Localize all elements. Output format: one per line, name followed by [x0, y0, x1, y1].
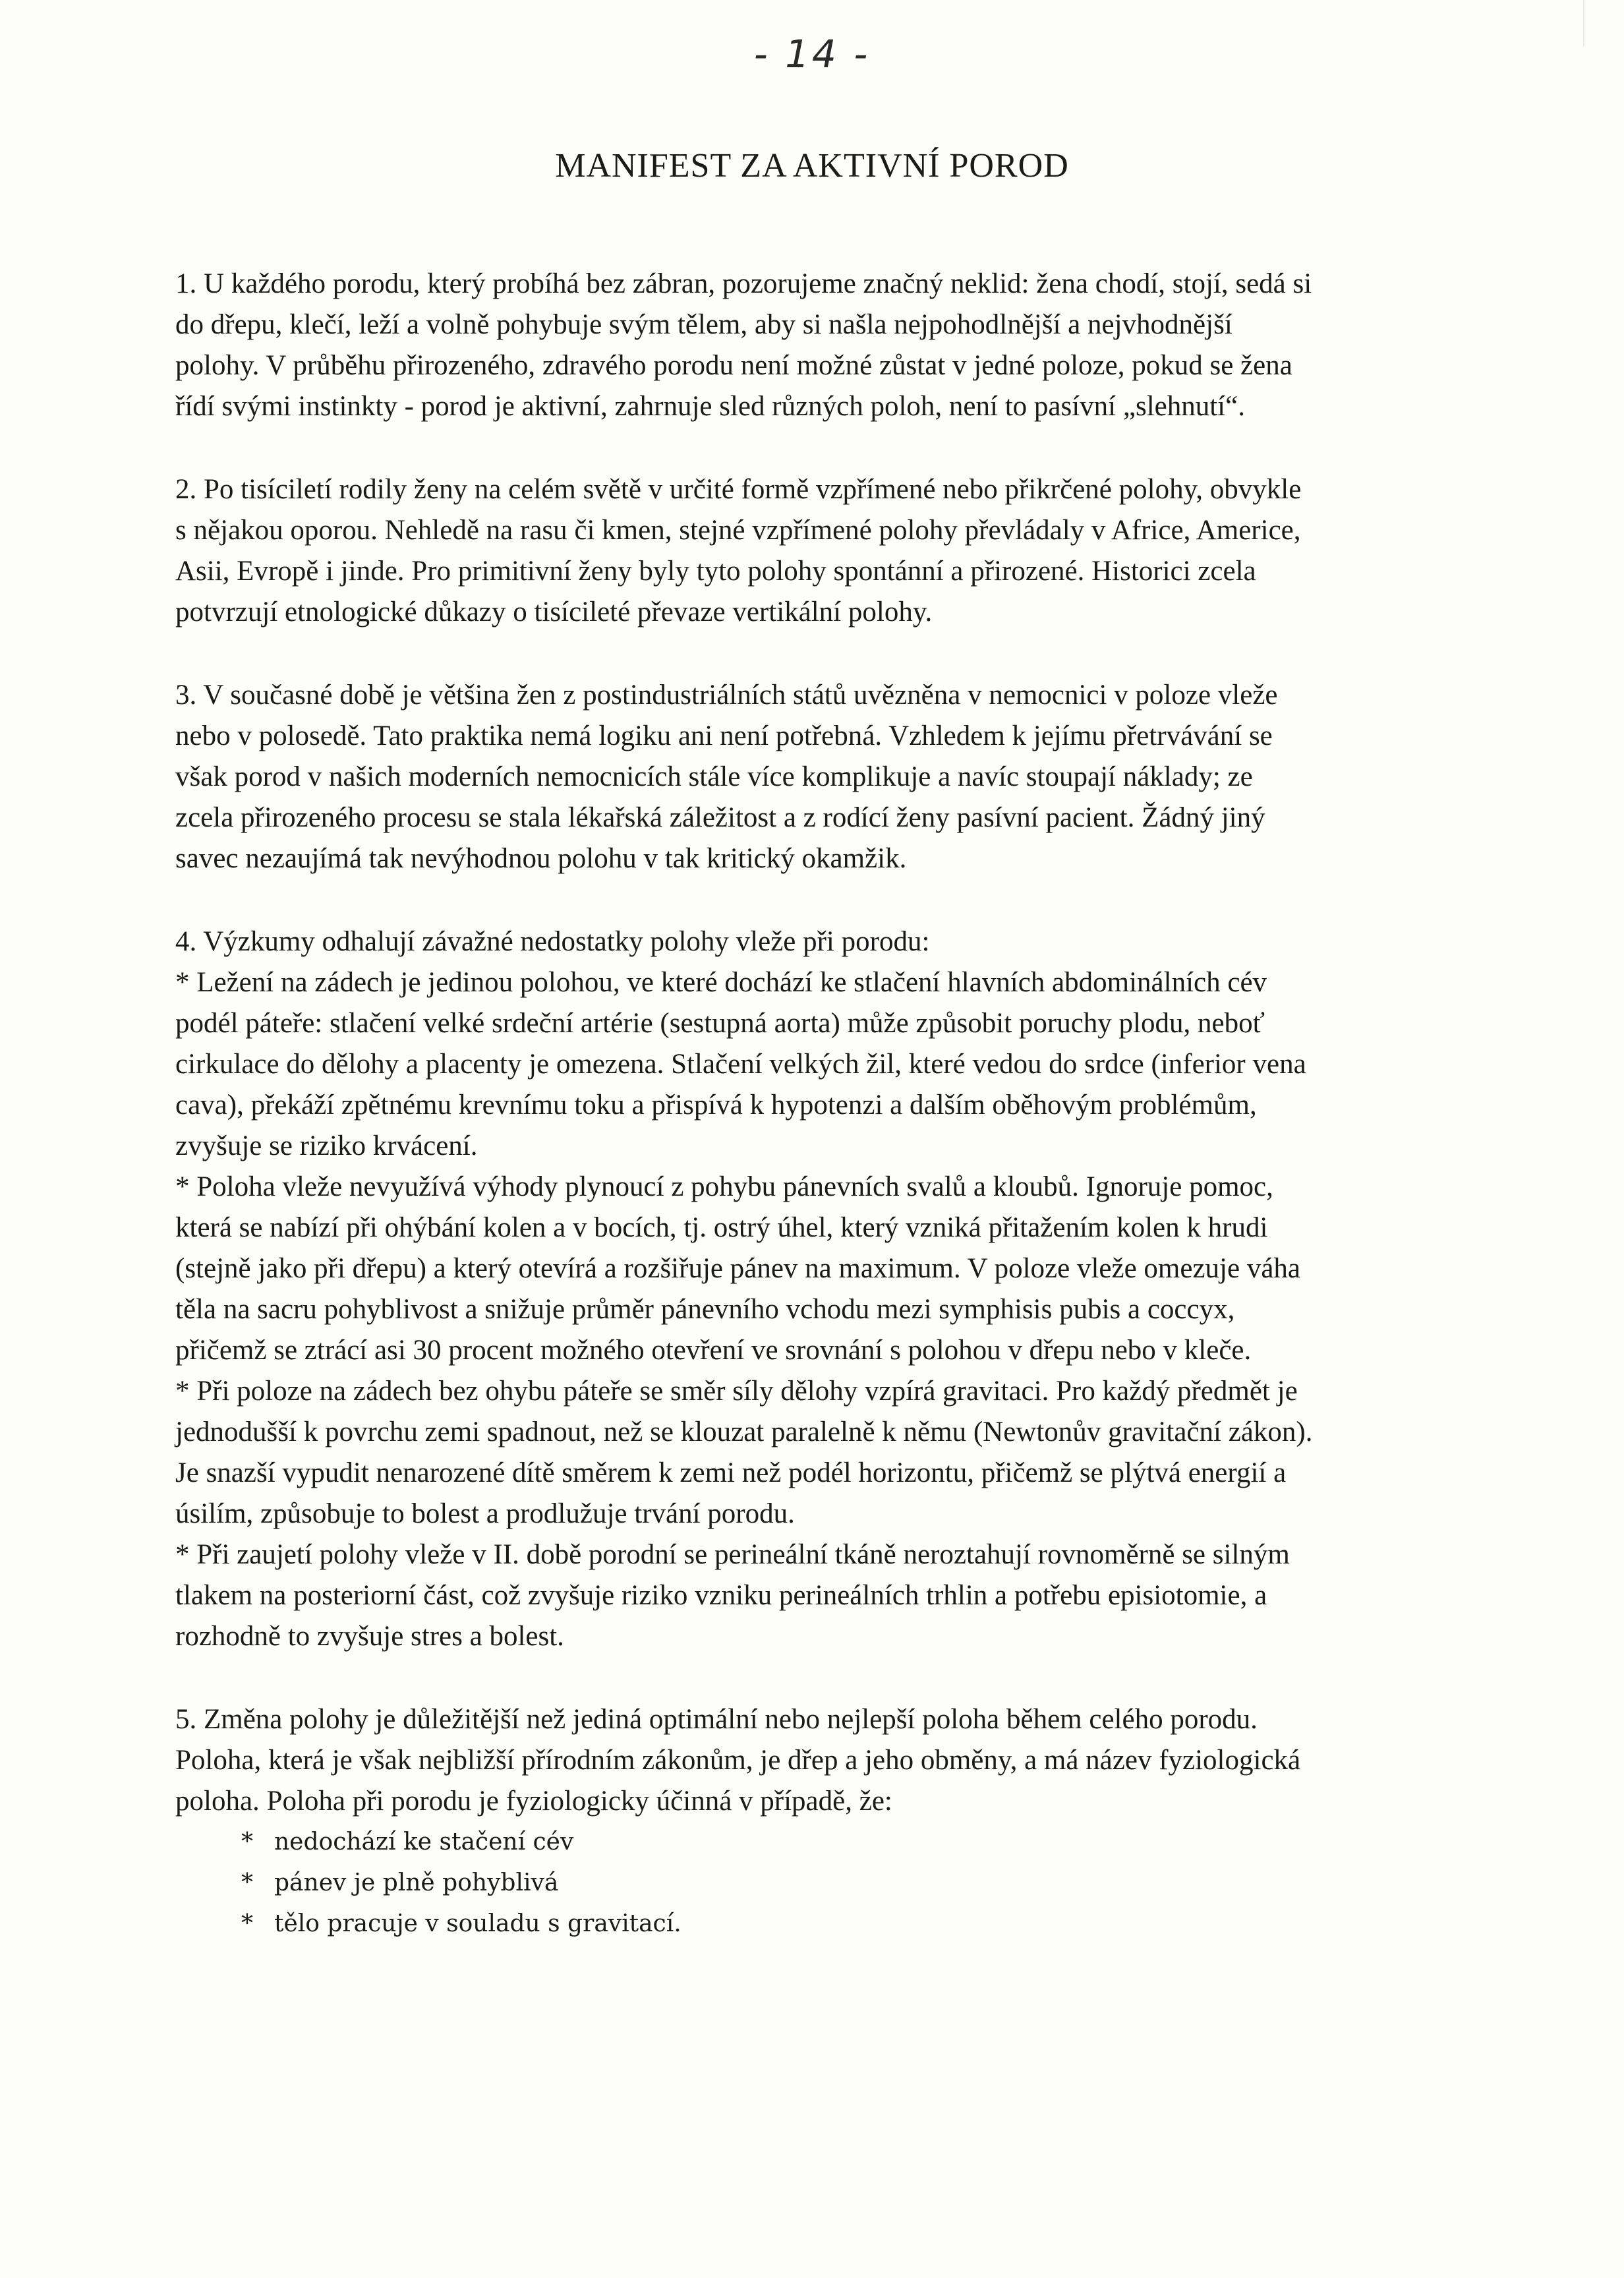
list-item	[241, 1904, 1467, 1944]
page-number: - 14 -	[753, 32, 871, 76]
text-line: * Při zaujetí polohy vleže v II. době porodní se perineální tkáně neroztahují rovnoměrně se silným	[175, 1539, 1290, 1570]
bullet-mark: *	[241, 1910, 253, 1937]
text-line: poloha. Poloha při porodu je fyziologicky účinná v případě, že:	[175, 1786, 892, 1817]
text-line: jednodušší k povrchu zemi spadnout, než se klouzat paralelně k němu (Newtonův gravitační zákon).	[175, 1416, 1313, 1447]
text-line: tlakem na posteriorní část, což zvyšuje riziko vzniku perineálních trhlin a potřebu episiotomie, a	[175, 1580, 1267, 1611]
text-line: zcela přirozeného procesu se stala lékařská záležitost a z rodící ženy pasívní pacient. Žádný jiný	[175, 802, 1265, 833]
text-line: * Při poloze na zádech bez ohybu páteře se směr síly dělohy vzpírá gravitaci. Pro každý předmět je	[175, 1376, 1298, 1407]
bullet-list	[175, 1822, 1467, 1944]
text-line: do dřepu, klečí, leží a volně pohybuje svým tělem, aby si našla nejpohodlnější a nejvhodnější	[175, 309, 1232, 340]
list-item-text: nedochází ke stačení cév	[274, 1828, 574, 1855]
text-line: přičemž se ztrácí asi 30 procent možného otevření ve srovnání s polohou v dřepu nebo v kleče.	[175, 1335, 1252, 1366]
text-line: těla na sacru pohyblivost a snižuje průměr pánevního vchodu mezi symphisis pubis a coccyx,	[175, 1294, 1235, 1325]
text-line: však porod v našich moderních nemocnicích stále více komplikuje a navíc stoupají náklady; ze	[175, 761, 1253, 792]
list-item	[241, 1822, 1467, 1863]
text-line: (stejně jako při dřepu) a který otevírá a rozšiřuje pánev na maximum. V poloze vleže omezuje váha	[175, 1253, 1301, 1284]
text-line: řídí svými instinkty - porod je aktivní, zahrnuje sled různých poloh, není to pasívní „slehnutí“.	[175, 391, 1245, 422]
text-line: Je snazší vypudit nenarozené dítě směrem k zemi než podél horizontu, přičemž se plýtvá energií a	[175, 1457, 1287, 1488]
document-body	[175, 264, 1467, 1987]
paragraph-1	[175, 264, 1467, 427]
text-line: * Poloha vleže nevyužívá výhody plynoucí z pohybu pánevních svalů a kloubů. Ignoruje pomoc,	[175, 1171, 1273, 1202]
text-line: Poloha, která je však nejbližší přírodním zákonům, je dřep a jeho obměny, a má název fyziologická	[175, 1745, 1301, 1776]
text-line: podél páteře: stlačení velké srdeční artérie (sestupná aorta) může způsobit poruchy plodu, neboť	[175, 1008, 1265, 1039]
text-line: savec nezaujímá tak nevýhodnou polohu v tak kritický okamžik.	[175, 843, 907, 874]
text-line: 1. U každého porodu, který probíhá bez zábran, pozorujeme značný neklid: žena chodí, stojí, sedá si	[175, 268, 1312, 299]
list-item-text: tělo pracuje v souladu s gravitací.	[274, 1910, 682, 1937]
paragraph-3	[175, 675, 1467, 879]
text-line: s nějakou oporou. Nehledě na rasu či kmen, stejné vzpřímené polohy převládaly v Africe, Americe,	[175, 515, 1301, 546]
paragraph-4	[175, 921, 1467, 1657]
text-line: která se nabízí při ohýbání kolen a v bocích, tj. ostrý úhel, který vzniká přitažením kolen k hrudi	[175, 1212, 1268, 1243]
paragraph-2	[175, 469, 1467, 633]
text-line: 5. Změna polohy je důležitější než jediná optimální nebo nejlepší poloha během celého porodu.	[175, 1704, 1258, 1735]
paragraph-5	[175, 1699, 1467, 1944]
text-line: potvrzují etnologické důkazy o tisícileté převaze vertikální polohy.	[175, 597, 933, 628]
text-line: nebo v polosedě. Tato praktika nemá logiku ani není potřebná. Vzhledem k jejímu přetrvávání se	[175, 720, 1273, 751]
text-line: 4. Výzkumy odhalují závažné nedostatky polohy vleže při porodu:	[175, 926, 930, 957]
text-line: 3. V současné době je většina žen z postindustriálních států uvězněna v nemocnici v poloze vleže	[175, 680, 1278, 711]
document-title: MANIFEST ZA AKTIVNÍ POROD	[555, 147, 1069, 185]
list-item	[241, 1863, 1467, 1904]
text-line: * Ležení na zádech je jedinou polohou, ve které dochází ke stlačení hlavních abdominálních cév	[175, 967, 1267, 998]
text-line: Asii, Evropě i jinde. Pro primitivní ženy byly tyto polohy spontánní a přirozené. Historici zcela	[175, 556, 1256, 587]
bullet-mark: *	[241, 1869, 253, 1896]
bullet-mark: *	[241, 1828, 253, 1855]
list-item-text: pánev je plně pohyblivá	[274, 1869, 559, 1896]
text-line: cava), překáží zpětnému krevnímu toku a přispívá k hypotenzi a dalším oběhovým problémům,	[175, 1090, 1257, 1121]
text-line: rozhodně to zvyšuje stres a bolest.	[175, 1621, 564, 1652]
text-line: cirkulace do dělohy a placenty je omezena. Stlačení velkých žil, které vedou do srdce (inferior vena	[175, 1049, 1306, 1080]
text-line: 2. Po tisíciletí rodily ženy na celém světě v určité formě vzpřímené nebo přikrčené polohy, obvykle	[175, 474, 1302, 505]
text-line: polohy. V průběhu přirozeného, zdravého porodu není možné zůstat v jedné poloze, pokud se žena	[175, 350, 1292, 381]
text-line: zvyšuje se riziko krvácení.	[175, 1130, 478, 1161]
text-line: úsilím, způsobuje to bolest a prodlužuje trvání porodu.	[175, 1498, 795, 1529]
